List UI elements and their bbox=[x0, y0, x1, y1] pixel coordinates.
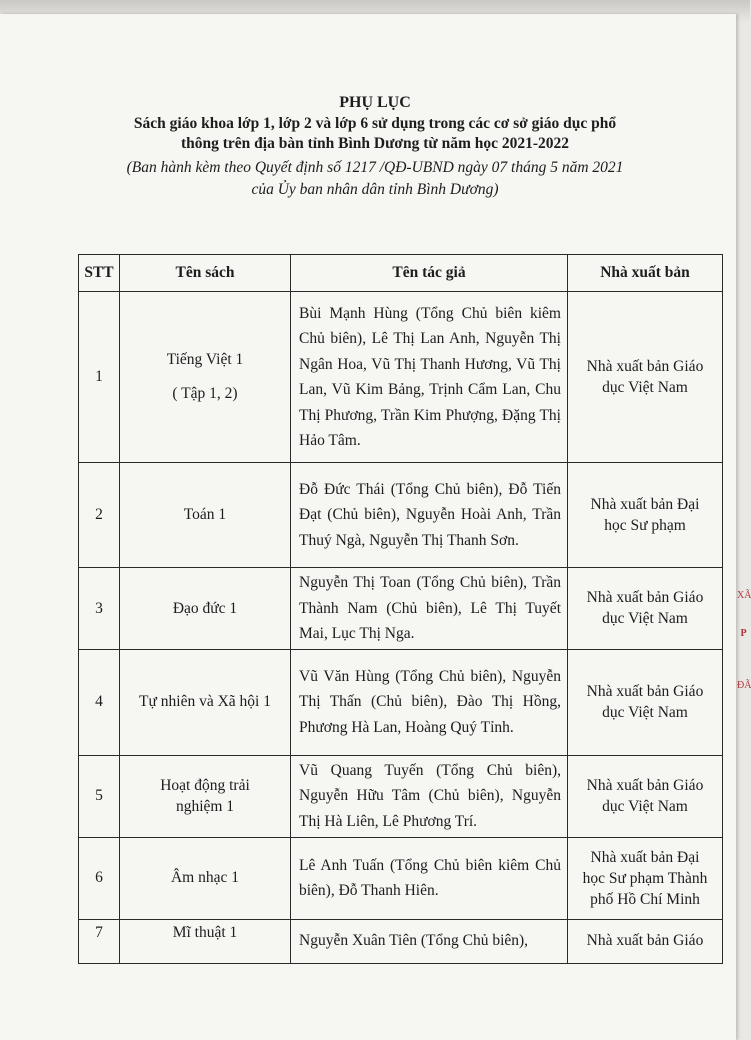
textbook-table bbox=[78, 254, 723, 964]
row-authors: Đỗ Đức Thái (Tổng Chủ biên), Đỗ Tiến Đạt (Chủ biên), Nguyễn Hoài Anh, Trần Thuý Ngà, Nguyễn Thị Thanh Sơn. bbox=[291, 463, 568, 568]
row-book-name: Tự nhiên và Xã hội 1 bbox=[120, 649, 291, 755]
table-row bbox=[79, 568, 723, 650]
row-publisher: Nhà xuất bản Giáo dục Việt Nam bbox=[568, 568, 723, 650]
row-publisher: Nhà xuất bản Giáo dục Việt Nam bbox=[568, 755, 723, 837]
row-authors: Vũ Văn Hùng (Tổng Chủ biên), Nguyễn Thị Thấn (Chủ biên), Đào Thị Hồng, Phương Hà Lan, Hoàng Quý Tỉnh. bbox=[291, 649, 568, 755]
row-authors: Vũ Quang Tuyến (Tổng Chủ biên), Nguyễn Hữu Tâm (Chủ biên), Nguyễn Thị Hà Liên, Lê Phương Trí. bbox=[291, 755, 568, 837]
appendix-title: PHỤ LỤC bbox=[339, 94, 411, 111]
row-book-name: Mĩ thuật 1 bbox=[120, 919, 291, 963]
row-book-name: Âm nhạc 1 bbox=[120, 837, 291, 919]
adjacent-page-mark-1: XÃ bbox=[737, 590, 751, 601]
decision-note-line-1: (Ban hành kèm theo Quyết định số 1217 /QĐ-UBND ngày 07 tháng 5 năm 2021 bbox=[126, 159, 624, 176]
row-stt: 4 bbox=[79, 649, 120, 755]
row-publisher: Nhà xuất bản Giáo dục Việt Nam bbox=[568, 649, 723, 755]
row-book-name: Đạo đức 1 bbox=[120, 568, 291, 650]
row-stt: 3 bbox=[79, 568, 120, 650]
col-header-book-name: Tên sách bbox=[120, 255, 291, 292]
row-stt: 2 bbox=[79, 463, 120, 568]
table-header-row bbox=[79, 255, 723, 292]
col-header-stt: STT bbox=[79, 255, 120, 292]
col-header-publisher: Nhà xuất bản bbox=[568, 255, 723, 292]
table-row bbox=[79, 919, 723, 963]
row-stt: 7 bbox=[79, 919, 120, 963]
row-publisher: Nhà xuất bản Đại học Sư phạm bbox=[568, 463, 723, 568]
row-authors: Nguyễn Thị Toan (Tổng Chủ biên), Trần Thành Nam (Chủ biên), Lê Thị Tuyết Mai, Lục Thị Nga. bbox=[291, 568, 568, 650]
subtitle-line-2: thông trên địa bàn tỉnh Bình Dương từ năm học 2021-2022 bbox=[180, 135, 570, 152]
row-stt: 1 bbox=[79, 292, 120, 463]
table-row bbox=[79, 292, 723, 463]
table-row bbox=[79, 755, 723, 837]
adjacent-page-mark-3: ĐÃ bbox=[737, 680, 751, 691]
table-row bbox=[79, 463, 723, 568]
document-header bbox=[60, 92, 690, 201]
adjacent-page-mark-2: P bbox=[740, 628, 747, 639]
row-book-name: Hoạt động trải nghiệm 1 bbox=[120, 755, 291, 837]
row-stt: 5 bbox=[79, 755, 120, 837]
table-row bbox=[79, 837, 723, 919]
row-stt: 6 bbox=[79, 837, 120, 919]
row-publisher: Nhà xuất bản Đại học Sư phạm Thành phố Hồ Chí Minh bbox=[568, 837, 723, 919]
row-authors: Nguyễn Xuân Tiên (Tổng Chủ biên), bbox=[291, 919, 568, 963]
row-publisher: Nhà xuất bản Giáo dục Việt Nam bbox=[568, 292, 723, 463]
row-authors: Bùi Mạnh Hùng (Tổng Chủ biên kiêm Chủ biên), Lê Thị Lan Anh, Nguyễn Thị Ngân Hoa, Vũ Thị Thanh Hương, Vũ Thị Lan, Vũ Kim Bảng, Trịnh Cẩm Lan, Chu Thị Phương, Trần Kim Phượng, Đặng Thị Hảo Tâm. bbox=[291, 292, 568, 463]
row-publisher: Nhà xuất bản Giáo bbox=[568, 919, 723, 963]
subtitle-line-1: Sách giáo khoa lớp 1, lớp 2 và lớp 6 sử dụng trong các cơ sở giáo dục phổ bbox=[133, 115, 617, 132]
table-row bbox=[79, 649, 723, 755]
decision-note-line-2: của Ủy ban nhân dân tỉnh Bình Dương) bbox=[251, 181, 499, 198]
row-authors: Lê Anh Tuấn (Tổng Chủ biên kiêm Chủ biên), Đỗ Thanh Hiên. bbox=[291, 837, 568, 919]
col-header-authors: Tên tác giả bbox=[291, 255, 568, 292]
row-book-name: Toán 1 bbox=[120, 463, 291, 568]
row-book-name: Tiếng Việt 1 ( Tập 1, 2) bbox=[120, 292, 291, 463]
